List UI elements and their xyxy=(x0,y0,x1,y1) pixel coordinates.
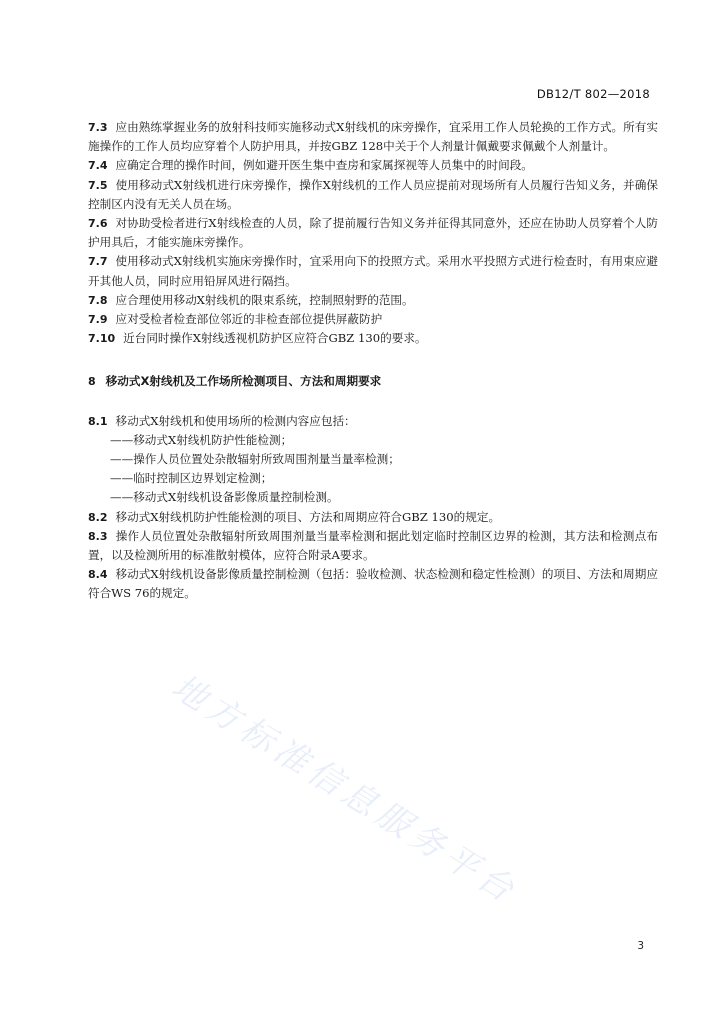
clause-text: 移动式X射线机和使用场所的检测内容应包括： xyxy=(115,413,356,428)
clause-text: 移动式X射线机防护性能检测的项目、方法和周期应符合GBZ 130的规定。 xyxy=(115,509,501,524)
section-8-heading xyxy=(88,372,658,391)
clause-7-10 xyxy=(88,329,658,348)
clause-7-8 xyxy=(88,291,658,310)
list-item: ——移动式X射线机设备影像质量控制检测。 xyxy=(110,490,339,505)
clause-number: 7.4 xyxy=(88,159,108,173)
standard-code-header: DB12/T 802—2018 xyxy=(536,87,650,101)
clause-7-9 xyxy=(88,310,658,329)
section-number: 8 xyxy=(88,375,96,389)
clause-number: 7.6 xyxy=(88,217,108,231)
list-item: ——移动式X射线机防护性能检测； xyxy=(110,432,293,447)
clause-text: 对协助受检者进行X射线检查的人员，除了提前履行告知义务并征得其同意外，还应在协助人员穿着个人防护用具后，才能实施床旁操作。 xyxy=(88,216,658,250)
clause-text: 应合理使用移动X射线机的限束系统，控制照射野的范围。 xyxy=(115,292,414,307)
clause-text: 移动式X射线机设备影像质量控制检测（包括：验收检测、状态检测和稳定性检测）的项目、方法和周期应符合WS 76的规定。 xyxy=(88,567,658,601)
clause-text: 使用移动式X射线机进行床旁操作，操作X射线机的工作人员应提前对现场所有人员履行告知义务，并确保控制区内没有无关人员在场。 xyxy=(88,177,658,211)
clause-number: 7.3 xyxy=(88,121,108,134)
clause-number: 8.3 xyxy=(88,529,108,543)
clause-number: 8.2 xyxy=(88,510,108,524)
clause-text: 应确定合理的操作时间，例如避开医生集中查房和家属探视等人员集中的时间段。 xyxy=(115,158,533,173)
clause-number: 8.1 xyxy=(88,414,108,428)
watermark: 地方标准信息服务平台 xyxy=(164,666,525,913)
clause-8-4 xyxy=(88,565,658,603)
list-item: ——操作人员位置处杂散辐射所致周围剂量当量率检测； xyxy=(110,452,400,467)
clause-number: 8.4 xyxy=(88,568,108,582)
page-number: 3 xyxy=(637,940,644,952)
section-title-text: 移动式X射线机及工作场所检测项目、方法和周期要求 xyxy=(105,374,382,389)
clause-7-3 xyxy=(88,118,658,156)
clause-7-6 xyxy=(88,214,658,252)
clause-7-4 xyxy=(88,156,658,175)
document-body xyxy=(88,118,658,604)
clause-7-5 xyxy=(88,176,658,214)
clause-text: 使用移动式X射线机实施床旁操作时，宜采用向下的投照方式。采用水平投照方式进行检查时，有用束应避开其他人员，同时应用铅屏风进行隔挡。 xyxy=(88,254,658,288)
clause-text: 操作人员位置处杂散辐射所致周围剂量当量率检测和据此划定临时控制区边界的检测，其方法和检测点布置，以及检测所用的标准散射模体，应符合附录A要求。 xyxy=(88,528,658,563)
clause-number: 7.10 xyxy=(88,332,116,346)
clause-number: 7.5 xyxy=(88,178,108,192)
clause-text: 应对受检者检查部位邻近的非检查部位提供屏蔽防护 xyxy=(115,312,383,327)
clause-number: 7.9 xyxy=(88,313,108,327)
clause-7-7 xyxy=(88,252,658,290)
clause-8-3 xyxy=(88,527,658,565)
clause-text: 应由熟练掌握业务的放射科技师实施移动式X射线机的床旁操作，宜采用工作人员轮换的工作方式。所有实施操作的工作人员均应穿着个人防护用具，并按GBZ 128中关于个人剂量计佩戴要求佩戴个人剂量计。 xyxy=(88,120,658,154)
clause-number: 7.7 xyxy=(88,255,108,269)
clause-text: 近台同时操作X射线透视机防护区应符合GBZ 130的要求。 xyxy=(123,331,427,346)
clause-8-1 xyxy=(88,412,658,431)
list-item: ——临时控制区边界划定检测； xyxy=(110,471,273,486)
clause-8-2 xyxy=(88,508,658,527)
clause-number: 7.8 xyxy=(88,293,108,307)
